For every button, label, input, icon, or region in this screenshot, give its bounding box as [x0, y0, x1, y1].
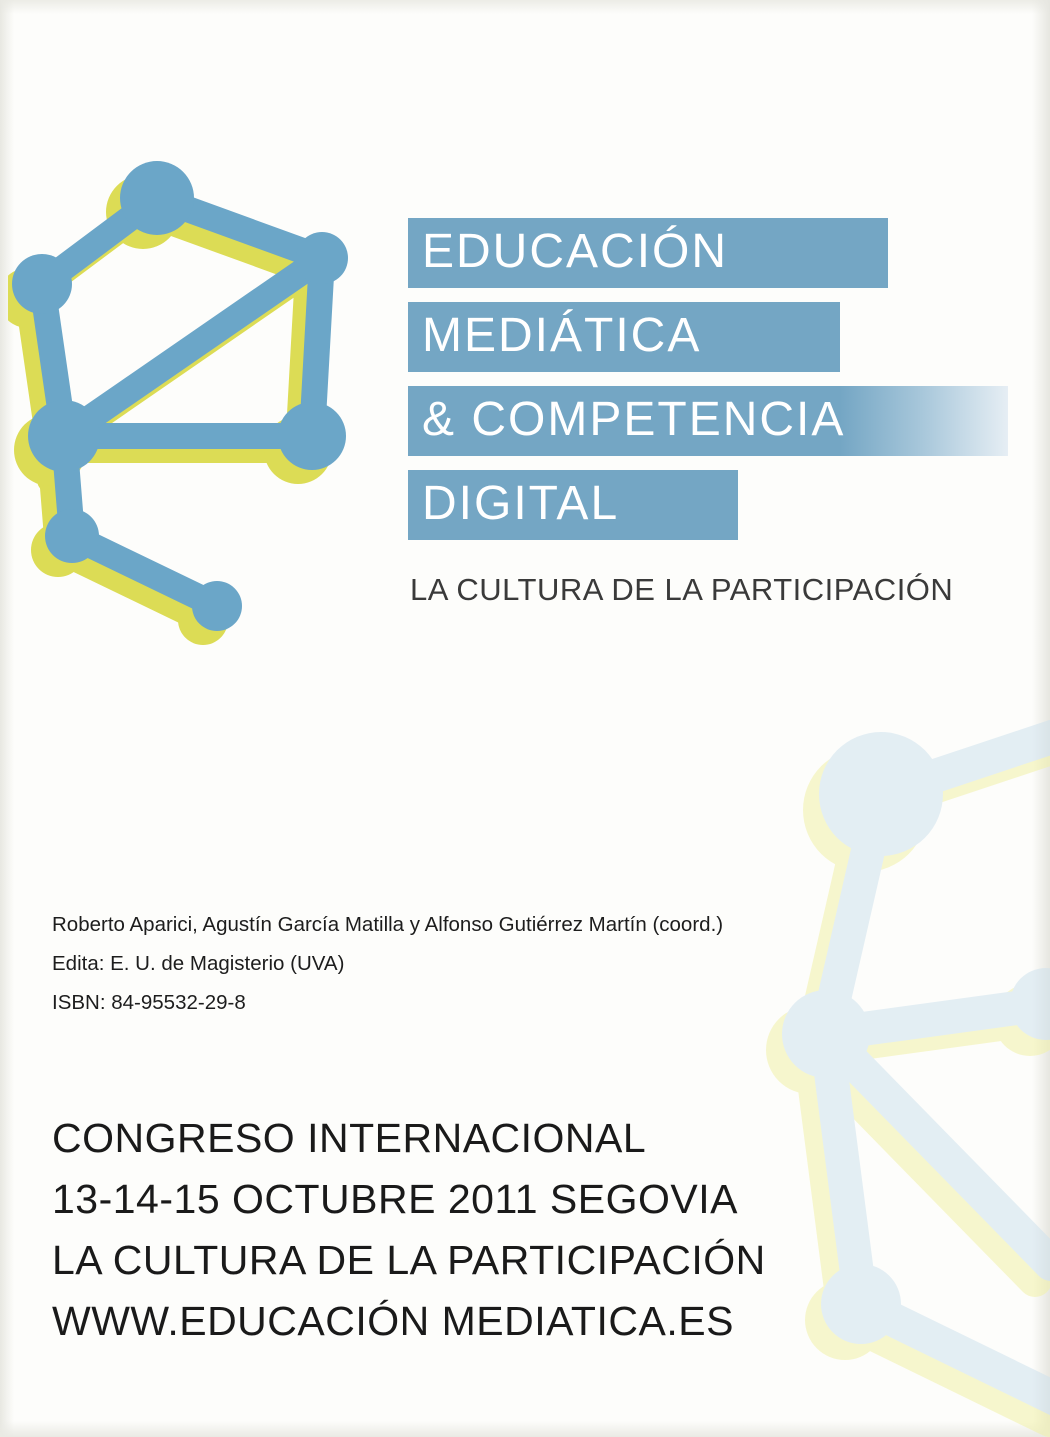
credits-publisher: Edita: E. U. de Magisterio (UVA) — [52, 952, 345, 975]
title-line-2: MEDIÁTICA — [408, 302, 840, 372]
cover-title — [408, 218, 1028, 554]
congress-line-1: CONGRESO INTERNACIONAL — [52, 1115, 647, 1161]
network-logo — [8, 150, 368, 650]
title-line-1: EDUCACIÓN — [408, 218, 888, 288]
credits-isbn: ISBN: 84-95532-29-8 — [52, 991, 246, 1014]
title-line-3: & COMPETENCIA — [408, 386, 1008, 456]
congress-website: WWW.EDUCACIÓN MEDIATICA.ES — [52, 1298, 734, 1344]
scan-edge-top — [0, 0, 1050, 14]
cover-subtitle: LA CULTURA DE LA PARTICIPACIÓN — [410, 572, 954, 607]
credits-authors: Roberto Aparici, Agustín García Matilla y Alfonso Gutiérrez Martín (coord.) — [52, 913, 724, 936]
congress-line-3: LA CULTURA DE LA PARTICIPACIÓN — [52, 1237, 766, 1283]
title-line-4: DIGITAL — [408, 470, 738, 540]
credits-block — [52, 905, 952, 1022]
congress-line-2: 13-14-15 OCTUBRE 2011 SEGOVIA — [52, 1176, 738, 1222]
scan-edge-right — [1032, 0, 1050, 1437]
congress-block — [52, 1108, 1012, 1352]
scan-edge-bottom — [0, 1421, 1050, 1437]
